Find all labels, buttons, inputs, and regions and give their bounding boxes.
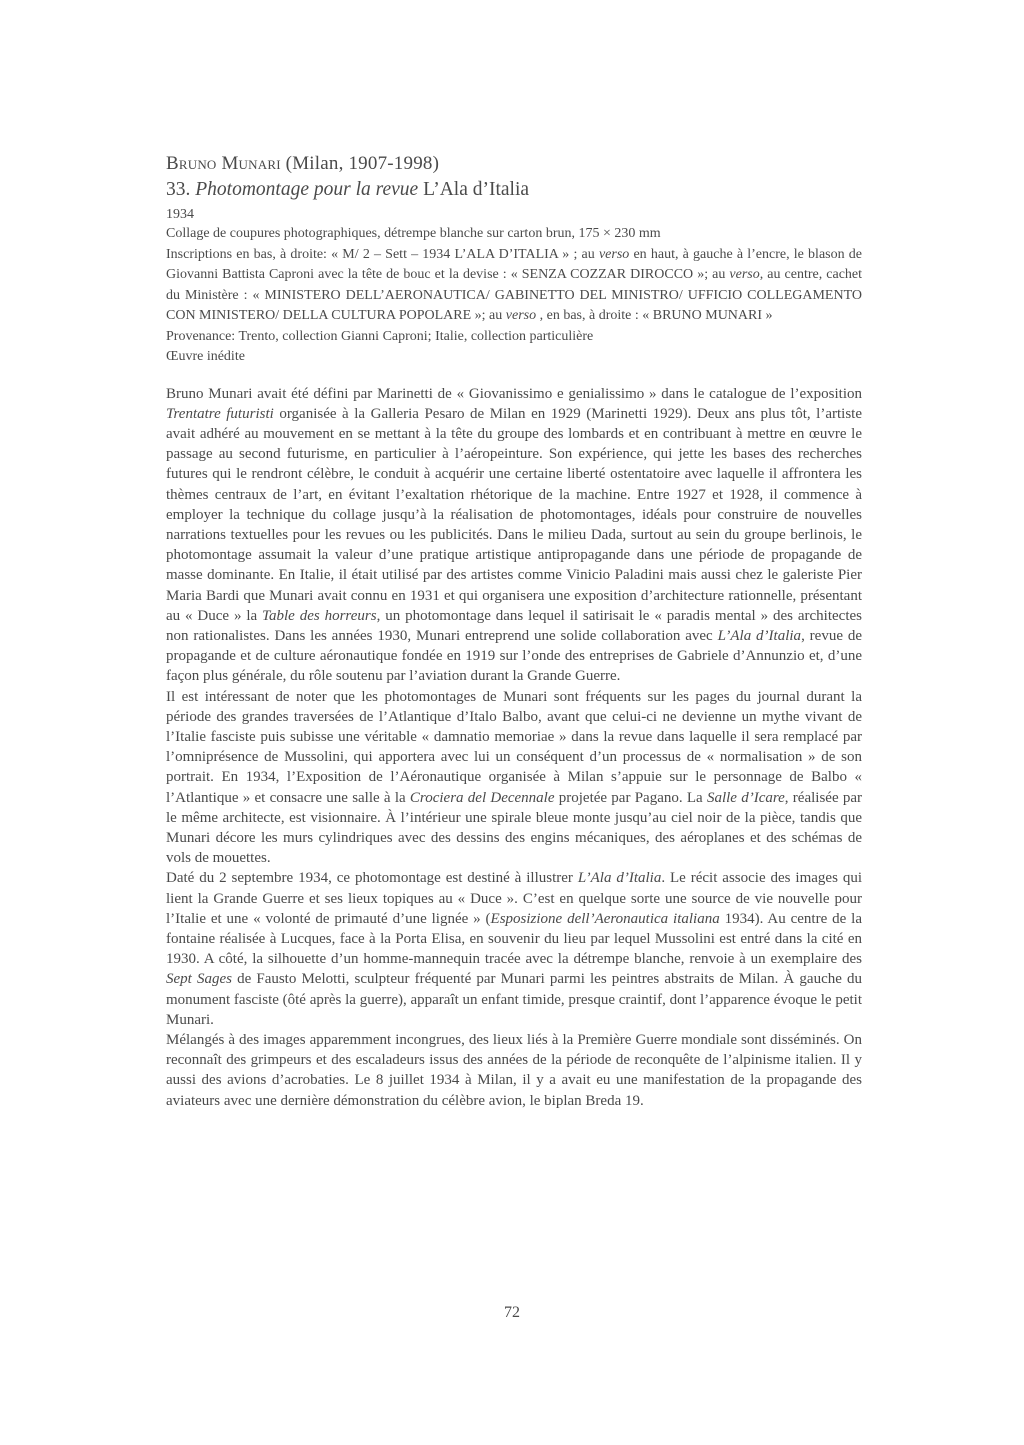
tombstone-block xyxy=(166,224,862,368)
work-year: 1934 xyxy=(166,207,194,222)
essay-body xyxy=(166,384,862,1111)
status-line: Œuvre inédite xyxy=(166,349,245,364)
work-title-line: 33. Photomontage pour la revue L’Ala d’Italia xyxy=(166,179,530,200)
body-paragraph-2: Il est intéressant de noter que les photomontages de Munari sont fréquents sur les pages du journal durant la période des grandes traversées de l’Atlantique d’Italo Balbo, avant que celui-ci ne devienne un mythe vivant de l’Italie fasciste puis subisse une véritable « damnatio memoriae » dans la revue dans laquelle il sera remplacé par l’omniprésence de Mussolini, qui apportera avec lui un conséquent d’un processus de « normalisation » de son portrait. En 1934, l’Exposition de l’Aéronautique organisée à Milan s’appuie sur le personnage de Balbo « l’Atlantique » et consacre une salle à la Crociera del Decennale projetée par Pagano. La Salle d’Icare, réalisée par le même architecte, est visionnaire. À l’intérieur une spirale bleue monte jusqu’au ciel noir de la pièce, tandis que Munari décore les murs cylindriques avec des dessins des engins mécaniques, des aéroplanes et des schémas de vols de mouettes. xyxy=(166,688,863,867)
medium-line: Collage de coupures photographiques, détrempe blanche sur carton brun, 175 × 230 mm xyxy=(166,226,661,241)
entry-header xyxy=(166,151,862,224)
page-number: 72 xyxy=(504,1304,520,1321)
artist-name-line: Bruno Munari (Milan, 1907-1998) xyxy=(166,153,440,174)
content-column xyxy=(166,151,862,1111)
body-paragraph-3: Daté du 2 septembre 1934, ce photomontage est destiné à illustrer L’Ala d’Italia. Le récit associe des images qui lient la Grande Guerre et ses lieux topiques au « Duce ». C’est en quelque sorte une source de vie nouvelle pour l’Italie et une « volonté de primauté d’une lignée » (Esposizione dell’Aeronautica italiana 1934). Au centre de la fontaine réalisée à Lucques, face à la Porta Elisa, en souvenir du lieu par lequel Mussolini est entré dans la cité en 1930. A côté, la silhouette d’un homme-mannequin tracée avec la détrempe blanche, renvoie à un exemplaire des Sept Sages de Fausto Melotti, sculpteur fréquenté par Munari parmi les peintres abstraits de Milan. À gauche du monument fasciste (ôté après la guerre), apparaît un enfant timide, presque craintif, dont l’apparence évoque le petit Munari. xyxy=(166,870,863,1028)
body-paragraph-1: Bruno Munari avait été défini par Marinetti de « Giovanissimo e genialissimo » dans le catalogue de l’exposition Trentatre futuristi organisée à la Galleria Pesaro de Milan en 1929 (Marinetti 1929). Deux ans plus tôt, l’artiste avait adhéré au mouvement en se mettant à la tête du groupe des lombards et en contribuant à mettre en œuvre le passage au second futurisme, en particulier à l’aéropeinture. Son expérience, qui jette les bases des recherches futures qui le rendront célèbre, le conduit à acquérir une certaine liberté ostentatoire avec laquelle il affrontera les thèmes centraux de l’art, en évitant l’exaltation rhétorique de la machine. Entre 1927 et 1928, il commence à employer la technique du collage jusqu’à la réalisation de photomontages, idéals pour construire de nouvelles narrations textuelles pour les revues ou les publicités. Dans le milieu Dada, surtout au sein du groupe berlinois, le photomontage assumait la valeur d’une pratique artistique antipropagande dans une période de propagande de masse dominante. En Italie, il était utilisé par des artistes comme Vinicio Paladini mais aussi chez le galeriste Pier Maria Bardi que Munari avait connu en 1931 et qui organisera une exposition d’architecture rationnelle, présentant au « Duce » la Table des horreurs, un photomontage dans lequel il satirisait le « paradis mental » des architectes non rationalistes. Dans les années 1930, Munari entreprend une solide collaboration avec L’Ala d’Italia, revue de propagande et de culture aéronautique fondée en 1919 sur l’onde des entreprises de Gabriele d’Annunzio et, d’une façon plus générale, du rôle soutenu par l’aviation durant la Grande Guerre. xyxy=(166,385,863,685)
inscriptions-paragraph: Inscriptions en bas, à droite: « M/ 2 – Sett – 1934 L’ALA D’ITALIA » ; au verso en haut, à gauche à l’encre, le blason de Giovanni Battista Caproni avec la tête de bouc et la devise : « SENZA COZZAR DIROCCO »; au verso, au centre, cachet du Ministère : « MINISTERO DELL’AERONAUTICA/ GABINETTO DEL MINISTRO/ UFFICIO COLLEGAMENTO CON MINISTERO/ DELLA CULTURA POPOLARE »; au verso , en bas, à droite : « BRUNO MUNARI » xyxy=(166,246,863,323)
provenance-line: Provenance: Trento, collection Gianni Caproni; Italie, collection particulière xyxy=(166,328,594,344)
body-paragraph-4: Mélangés à des images apparemment incongrues, des lieux liés à la Première Guerre mondiale sont disséminés. On reconnaît des grimpeurs et des escaladeurs issus des années de la période de reconquête de l’alpinisme italien. Il y aussi des avions d’acrobaties. Le 8 juillet 1934 à Milan, il y a avait eu une manifestation de la propagande des aviateurs avec une dernière démonstration du célèbre avion, le biplan Breda 19. xyxy=(166,1032,862,1109)
